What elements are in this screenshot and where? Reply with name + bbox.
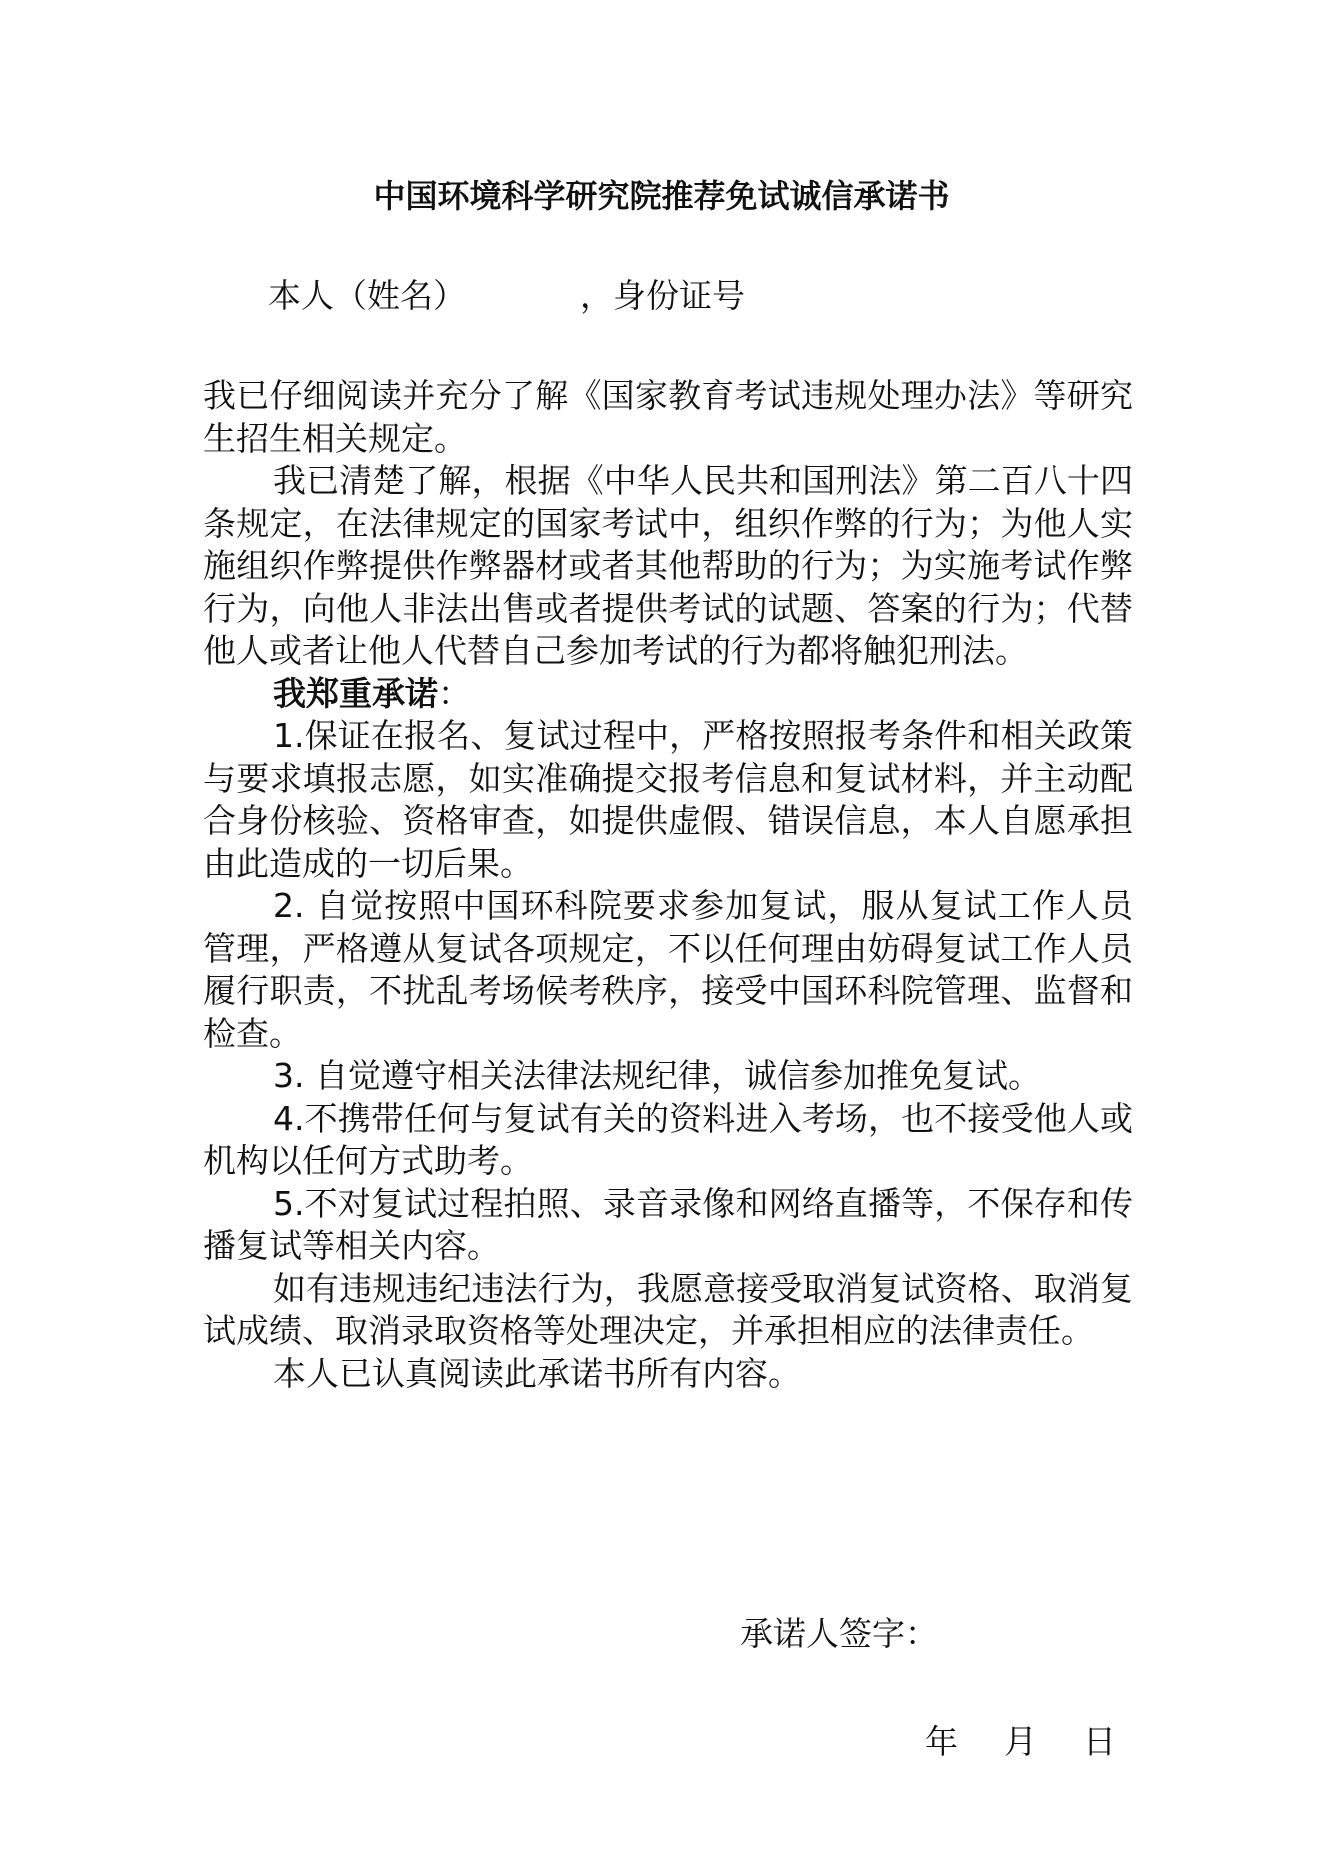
pledge-item-1: 1.保证在报名、复试过程中，严格按照报考条件和相关政策与要求填报志愿，如实准确提交报考信息和复试材料，并主动配合身份核验、资格审查，如提供虚假、错误信息，本人自愿承担由此造成的一切后果。 — [203, 716, 1133, 883]
date-line — [925, 1718, 1116, 1766]
pledge-item-5: 5.不对复试过程拍照、录音录像和网络直播等，不保存和传播复试等相关内容。 — [203, 1183, 1133, 1265]
document-title: 中国环境科学研究院推荐免试诚信承诺书 — [373, 177, 950, 215]
pledge-heading-colon: ： — [438, 673, 471, 713]
id-label: ，身份证号 — [580, 276, 745, 315]
date-year: 年 — [925, 1722, 958, 1761]
paragraph-violation: 如有违规违纪违法行为，我愿意接受取消复试资格、取消复试成绩、取消录取资格等处理决定，并承担相应的法律责任。 — [203, 1268, 1133, 1350]
name-label: 本人（姓名） — [268, 276, 466, 315]
paragraph-read-confirm: 本人已认真阅读此承诺书所有内容。 — [273, 1353, 801, 1393]
signature-label: 承诺人签字： — [740, 1614, 938, 1653]
paragraph-acknowledge: 我已仔细阅读并充分了解《国家教育考试违规处理办法》等研究生招生相关规定。 — [203, 376, 1133, 458]
date-day: 日 — [1083, 1722, 1116, 1761]
pledge-heading-text: 我郑重承诺 — [273, 673, 438, 713]
date-month: 月 — [1004, 1722, 1037, 1761]
pledge-heading — [203, 673, 1133, 716]
pledge-item-4: 4.不携带任何与复试有关的资料进入考场，也不接受他人或机构以任何方式助考。 — [203, 1098, 1133, 1180]
pledge-item-3: 3. 自觉遵守相关法律法规纪律，诚信参加推免复试。 — [273, 1056, 1041, 1095]
document-body — [203, 375, 1133, 1395]
pledge-item-2: 2. 自觉按照中国环科院要求参加复试，服从复试工作人员管理，严格遵从复试各项规定，不以任何理由妨碍复试工作人员履行职责，不扰乱考场候考秩序，接受中国环科院管理、监督和检查。 — [203, 886, 1133, 1053]
intro-line — [268, 272, 745, 320]
paragraph-criminal-law: 我已清楚了解，根据《中华人民共和国刑法》第二百八十四条规定，在法律规定的国家考试中，组织作弊的行为；为他人实施组织作弊提供作弊器材或者其他帮助的行为；为实施考试作弊行为，向他人非法出售或者提供考试的试题、答案的行为；代替他人或者让他人代替自己参加考试的行为都将触犯刑法。 — [203, 461, 1133, 670]
